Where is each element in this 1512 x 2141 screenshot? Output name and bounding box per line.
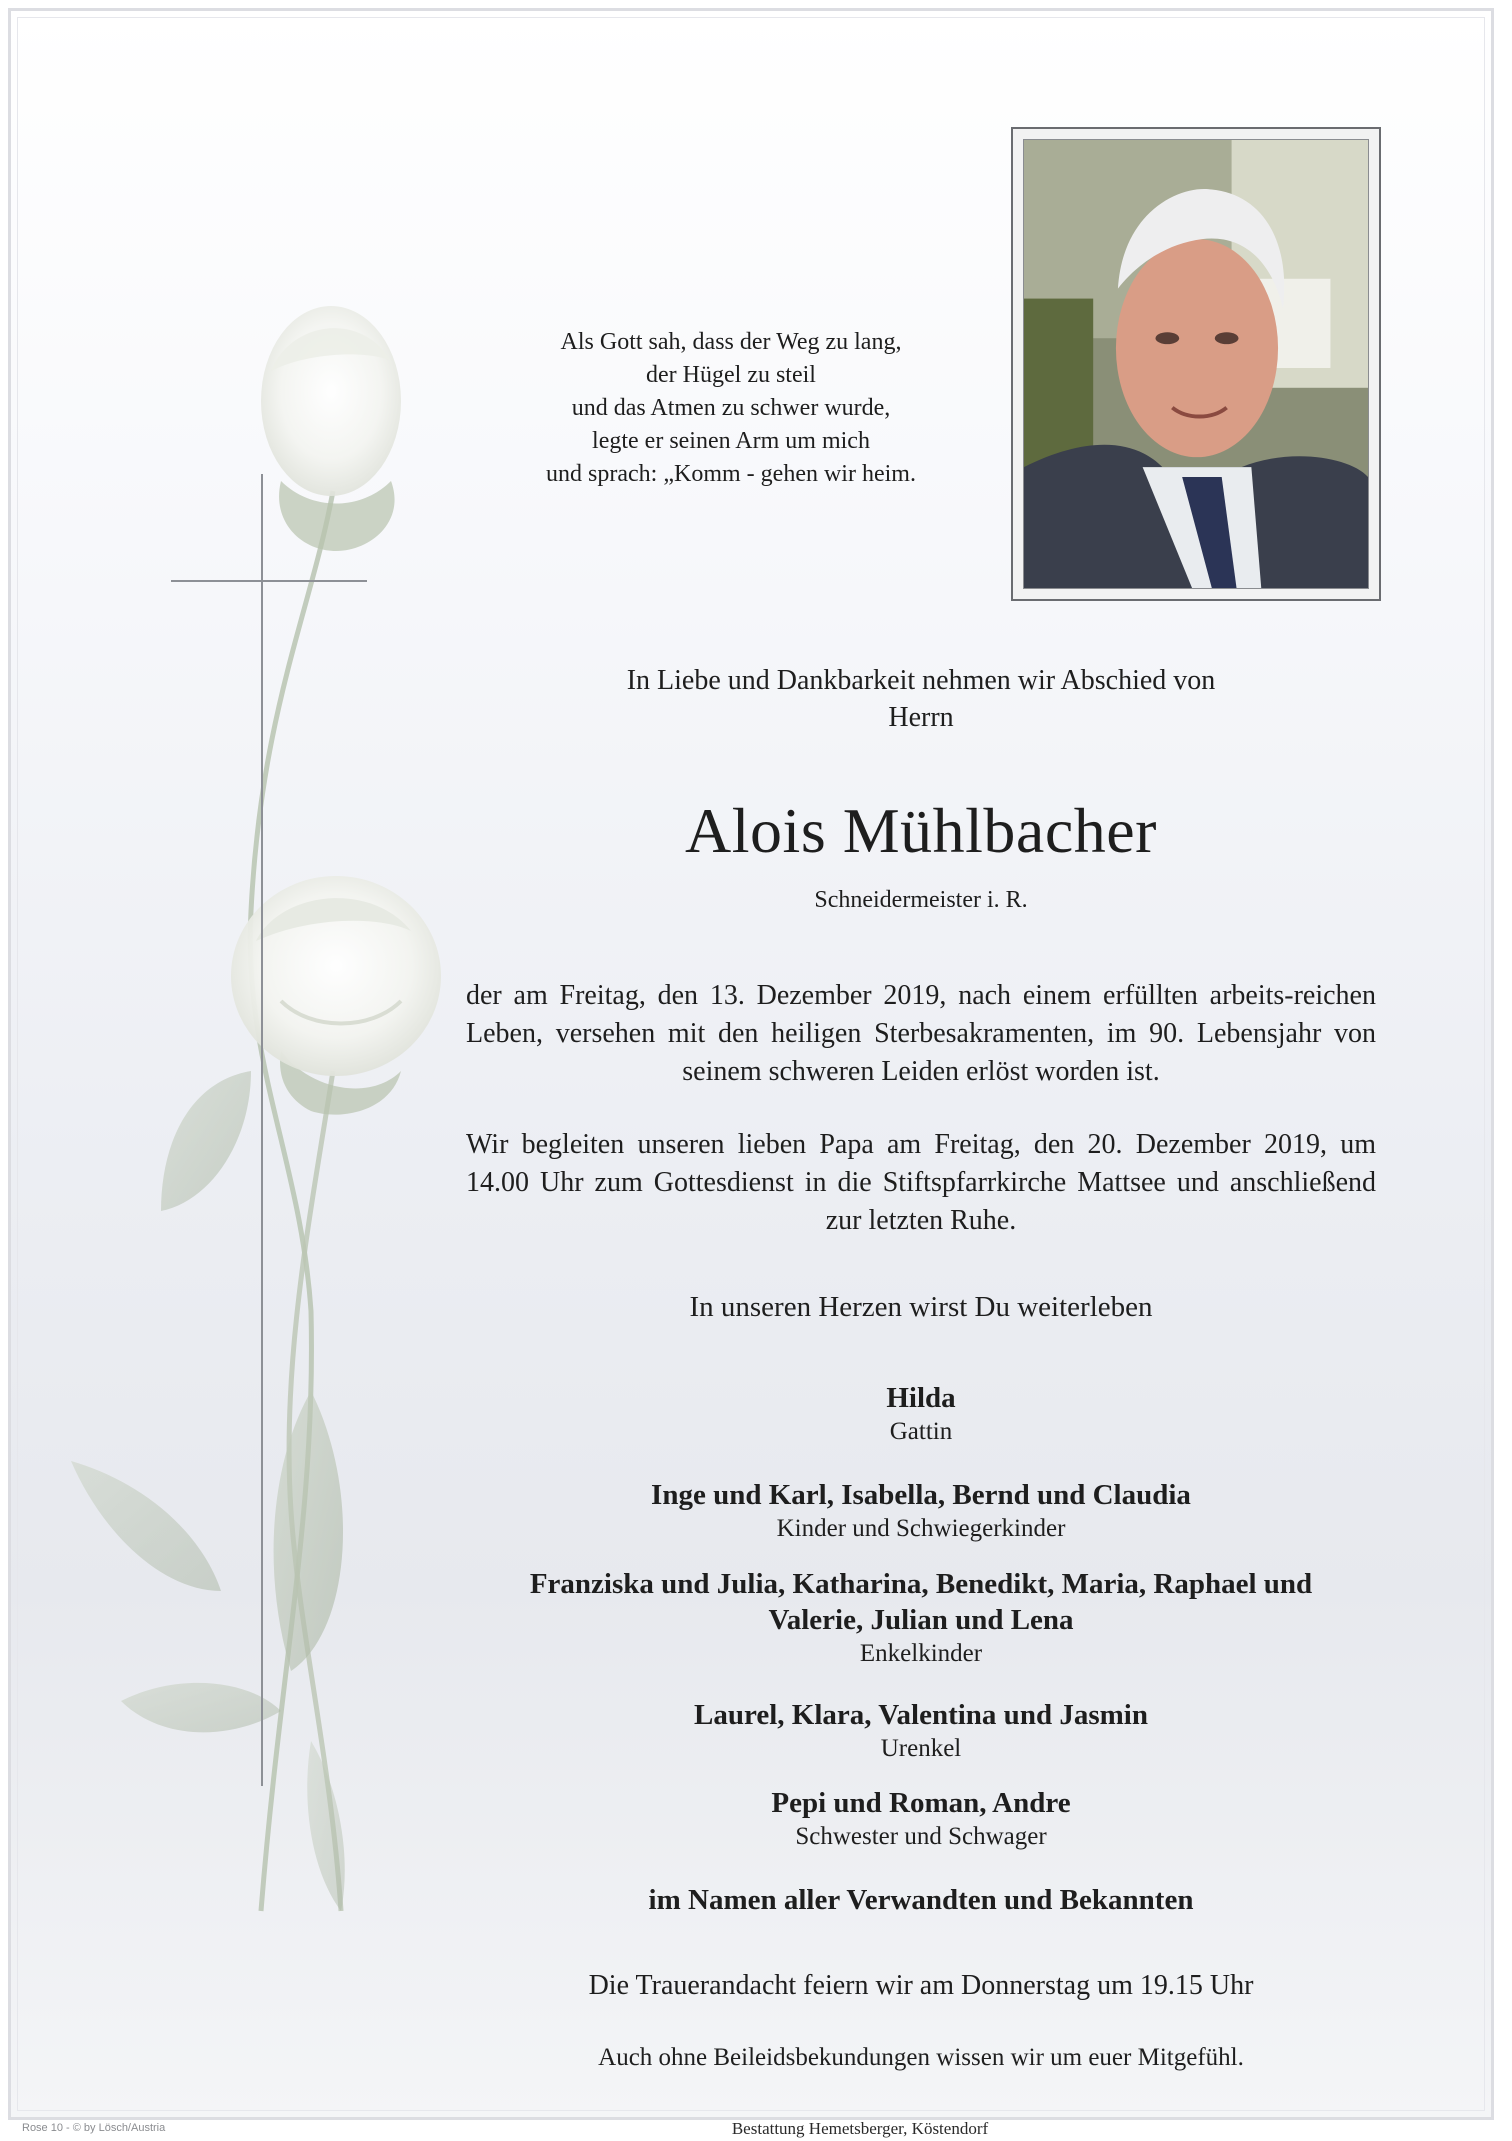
poem-line: legte er seinen Arm um mich <box>592 428 870 454</box>
mourner-group <box>451 1697 1391 1764</box>
mourner-names: Franziska und Julia, Katharina, Benedikt, Maria, Raphael und <box>529 1568 1313 1600</box>
devotion-notice: Die Trauerandacht feiern wir am Donnerstag um 19.15 Uhr <box>588 1970 1254 2001</box>
portrait-frame <box>1011 127 1381 601</box>
cross-vertical-bar <box>261 474 263 1786</box>
mourner-names-continued: Valerie, Julian und Lena <box>768 1604 1074 1636</box>
design-copyright: Rose 10 - © by Lösch/Austria <box>22 2122 166 2134</box>
poem-line: Als Gott sah, dass der Weg zu lang, <box>560 329 902 355</box>
mourner-role: Kinder und Schwiegerkinder <box>776 1515 1066 1542</box>
mourner-role: Gattin <box>889 1418 953 1445</box>
mourner-role: Enkelkinder <box>859 1640 983 1667</box>
intro-line: Herrn <box>888 702 954 733</box>
funeral-home: Bestattung Hemetsberger, Köstendorf <box>731 2119 989 2138</box>
mourner-names: Laurel, Klara, Valentina und Jasmin <box>694 1699 1148 1731</box>
poem-line: und das Atmen zu schwer wurde, <box>571 395 891 421</box>
deceased-name: Alois Mühlbacher <box>685 795 1157 866</box>
condolence-note: Auch ohne Beileidsbekundungen wissen wir um euer Mitgefühl. <box>598 2044 1244 2071</box>
poem-line: und sprach: „Komm - gehen wir heim. <box>546 461 916 487</box>
on-behalf-line: im Namen aller Verwandten und Bekannten <box>648 1884 1194 1916</box>
mourner-names: Hilda <box>886 1382 956 1414</box>
memorial-poem <box>481 326 981 491</box>
mourner-names: Inge und Karl, Isabella, Bernd und Claudia <box>651 1479 1191 1511</box>
obituary-card <box>8 8 1494 2120</box>
mourner-role: Urenkel <box>880 1735 962 1762</box>
mourner-group <box>451 1380 1391 1447</box>
mourner-names: Pepi und Roman, Andre <box>771 1787 1071 1819</box>
portrait-photo <box>1023 139 1369 589</box>
farewell-intro <box>471 662 1371 736</box>
mourner-group <box>451 1785 1391 1852</box>
funeral-details: Wir begleiten unseren lieben Papa am Freitag, den 20. Dezember 2019, um 14.00 Uhr zum Gottesdienst in die Stiftspfarrkirche Mattsee und anschließend zur letzten Ruhe. <box>466 1129 1376 1236</box>
poem-line: der Hügel zu steil <box>646 362 816 388</box>
cross-horizontal-bar <box>171 580 367 582</box>
death-announcement: der am Freitag, den 13. Dezember 2019, nach einem erfüllten arbeits-reichen Leben, versehen mit den heiligen Sterbesakramenten, im 90. Lebensjahr von seinem schweren Leiden erlöst worden ist. <box>466 980 1376 1087</box>
mourner-group <box>451 1477 1391 1544</box>
deceased-occupation: Schneidermeister i. R. <box>814 887 1028 913</box>
intro-line: In Liebe und Dankbarkeit nehmen wir Abschied von <box>626 665 1216 696</box>
mourner-role: Schwester und Schwager <box>795 1823 1047 1850</box>
memorial-motto: In unseren Herzen wirst Du weiterleben <box>689 1291 1153 1323</box>
mourner-group <box>451 1566 1391 1669</box>
